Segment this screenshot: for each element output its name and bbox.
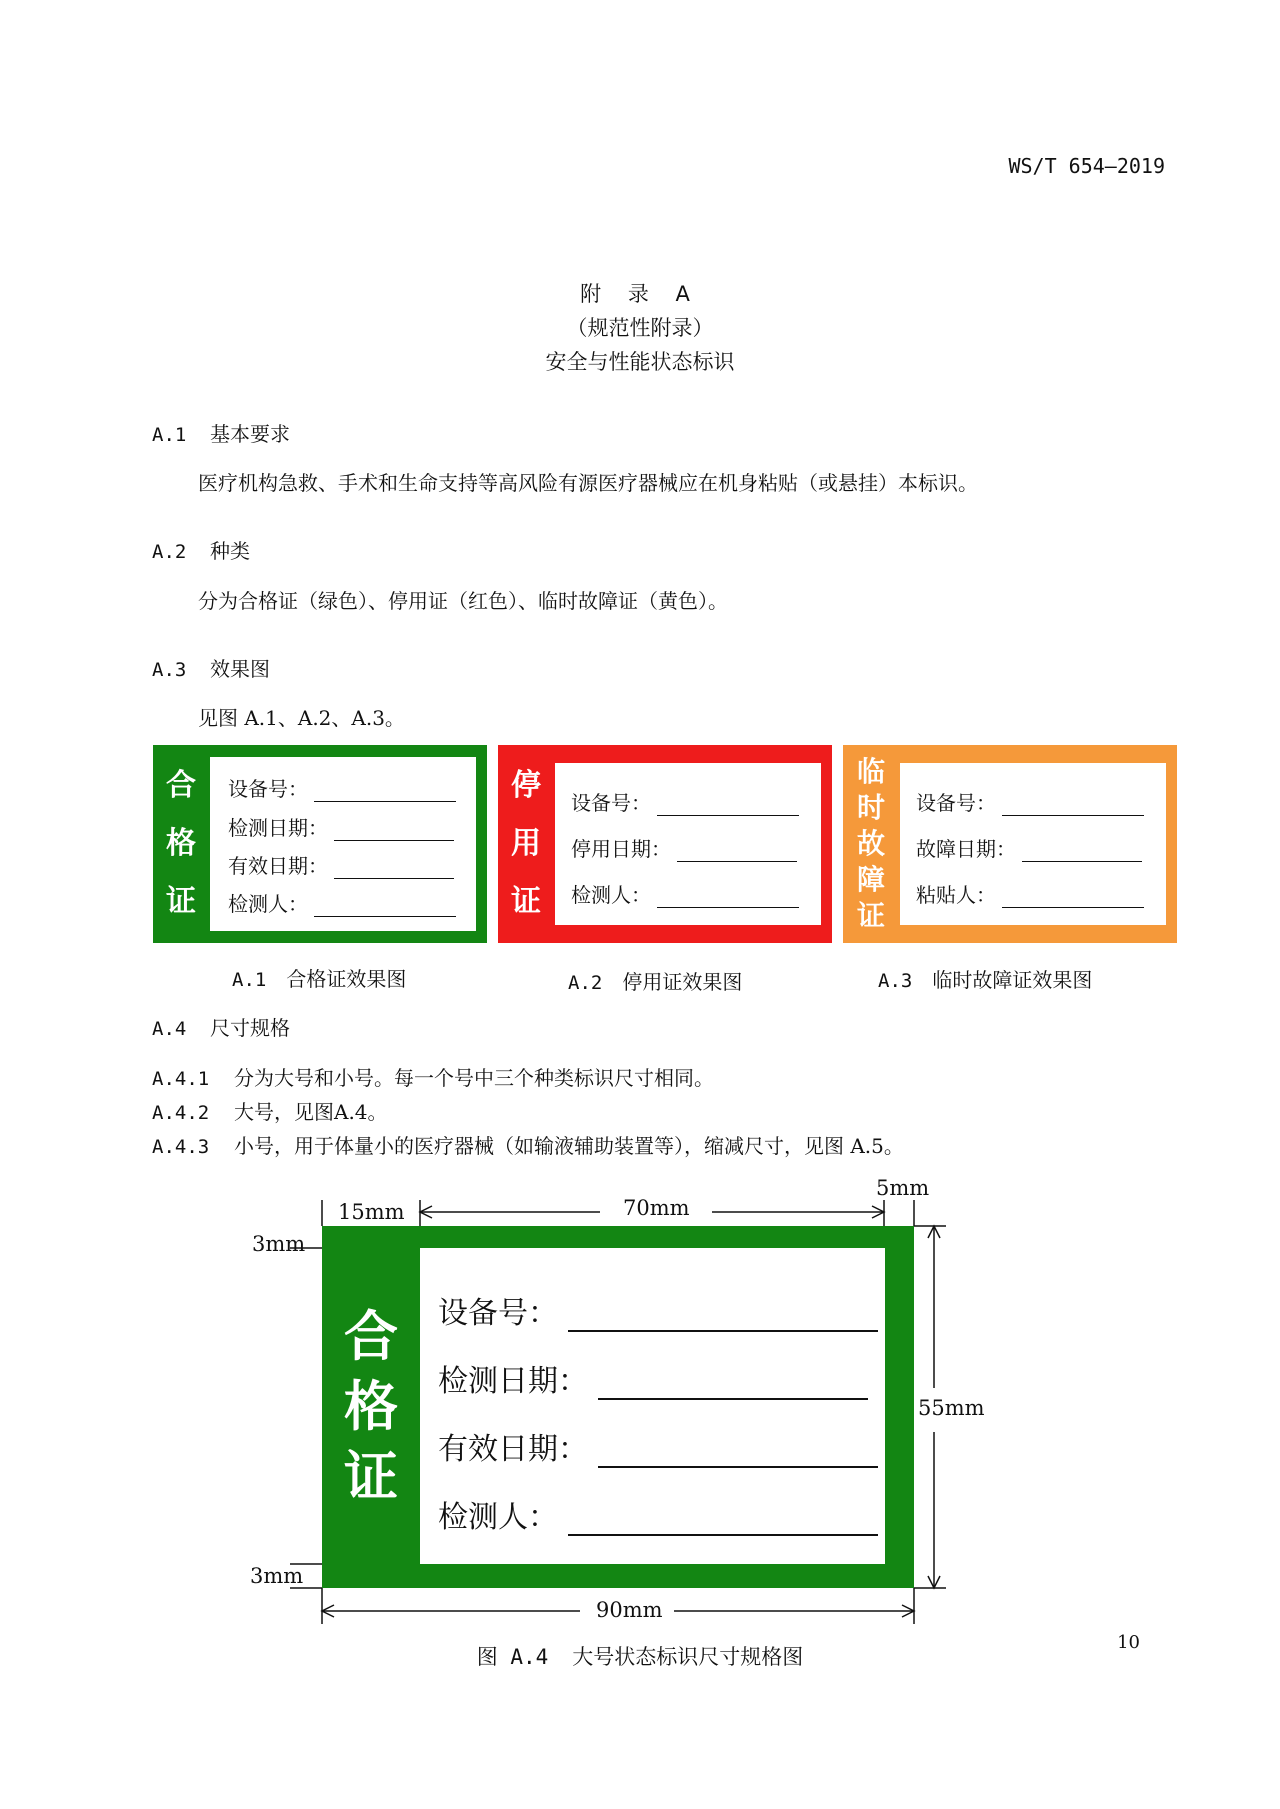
dimension-label: 3mm: [250, 1564, 304, 1588]
stripe-char: 临: [856, 755, 885, 788]
section-title: 尺寸规格: [210, 1016, 290, 1040]
dimension-label: 5mm: [876, 1176, 930, 1200]
section-title: 种类: [210, 539, 250, 563]
section-number: A.2: [152, 541, 187, 563]
label-field: 检测日期：: [438, 1356, 868, 1400]
appendix-type: （规范性附录）: [566, 316, 714, 340]
label-field: 设备号：: [571, 787, 799, 816]
figure-caption: 图 A.4 大号状态标识尺寸规格图: [476, 1645, 804, 1669]
stripe-char: 停: [511, 768, 541, 803]
stripe-char: 障: [856, 863, 885, 896]
label-field: 检测人：: [228, 888, 456, 917]
stripe-char: 合: [344, 1305, 398, 1368]
label-field: 粘贴人：: [916, 879, 1144, 908]
dimension-label: 90mm: [596, 1598, 663, 1622]
stripe-char: 时: [856, 791, 885, 824]
label-field: 设备号：: [228, 773, 456, 802]
section-number: A.3: [152, 659, 187, 681]
clause: A.4.1 分为大号和小号。每一个号中三个种类标识尺寸相同。: [152, 1066, 714, 1090]
section-number: A.4: [152, 1018, 187, 1040]
stripe-char: 证: [344, 1445, 398, 1508]
stripe-char: 合: [166, 768, 196, 803]
paragraph: 分为合格证（绿色）、停用证（红色）、临时故障证（黄色）。: [198, 589, 728, 613]
section-title: 基本要求: [210, 422, 290, 446]
stripe-char: 证: [511, 884, 541, 919]
stripe-char: 格: [344, 1375, 398, 1438]
clause: A.4.3 小号，用于体量小的医疗器械（如输液辅助装置等），缩减尺寸，见图 A.5。: [152, 1134, 904, 1158]
dimension-label: 70mm: [623, 1196, 690, 1220]
paragraph: 医疗机构急救、手术和生命支持等高风险有源医疗器械应在机身粘贴（或悬挂）本标识。: [198, 471, 978, 495]
figure-caption: A.1 合格证效果图: [232, 967, 407, 991]
label-field: 检测人：: [438, 1492, 878, 1536]
standard-code: WS/T 654—2019: [1008, 154, 1165, 178]
label-field: 有效日期：: [438, 1424, 878, 1468]
stripe-char: 证: [166, 884, 196, 919]
stripe-char: 证: [856, 899, 885, 932]
dimension-label: 55mm: [918, 1396, 985, 1420]
label-field: 故障日期：: [916, 833, 1142, 862]
section-number: A.1: [152, 424, 187, 446]
stripe-char: 故: [856, 827, 885, 860]
page-number: 10: [1117, 1632, 1140, 1653]
paragraph: 见图 A.1、A.2、A.3。: [198, 706, 405, 730]
stripe-char: 用: [511, 826, 541, 861]
appendix-name: 安全与性能状态标识: [545, 350, 735, 374]
label-field: 设备号：: [916, 787, 1144, 816]
label-field: 有效日期：: [228, 850, 454, 879]
dimension-label: 3mm: [252, 1232, 306, 1256]
clause: A.4.2 大号，见图A.4。: [152, 1100, 388, 1124]
label-field: 检测日期：: [228, 812, 454, 841]
figure-caption: A.2 停用证效果图: [568, 970, 743, 994]
section-title: 效果图: [210, 657, 270, 681]
label-field: 设备号：: [438, 1288, 878, 1332]
stripe-char: 格: [166, 826, 196, 861]
label-field: 检测人：: [571, 879, 799, 908]
label-field: 停用日期：: [571, 833, 797, 862]
dimension-label: 15mm: [338, 1200, 405, 1224]
figure-caption: A.3 临时故障证效果图: [878, 968, 1093, 992]
appendix-title: 附 录 A: [580, 282, 700, 306]
